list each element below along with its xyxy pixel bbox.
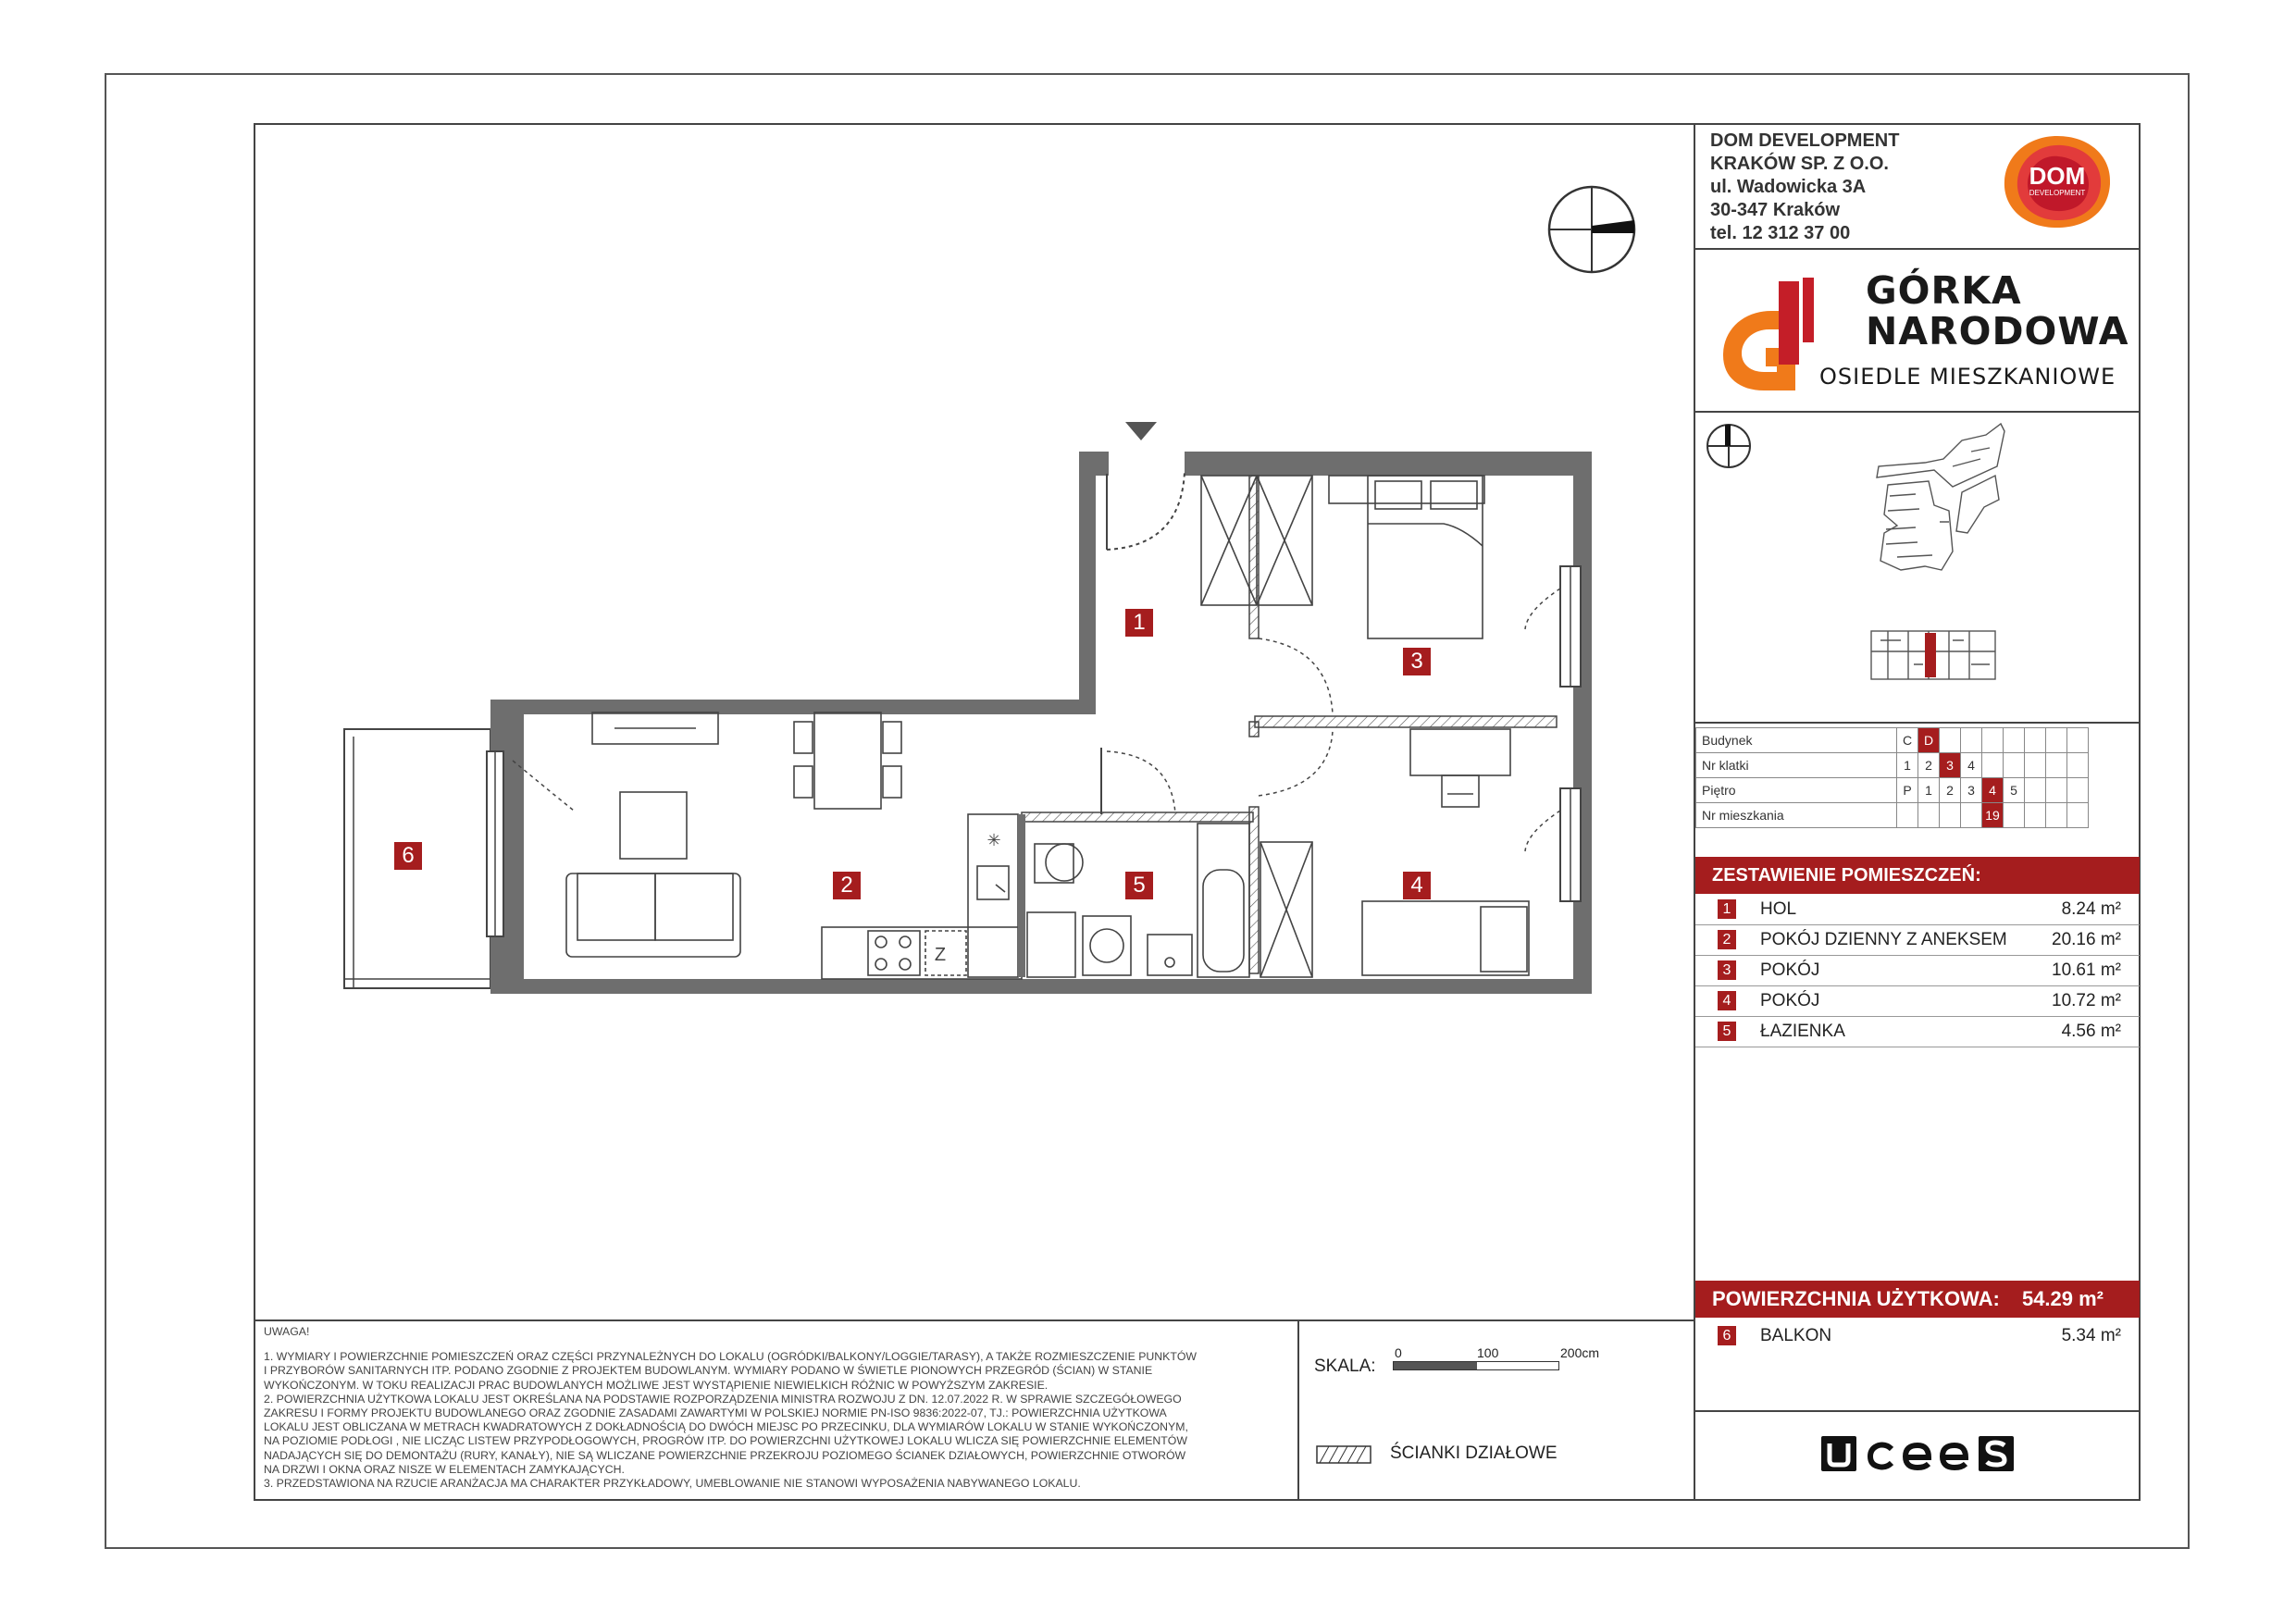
selector-cell (2067, 803, 2089, 828)
svg-text:DOM: DOM (2029, 162, 2086, 190)
company-phone: tel. 12 312 37 00 (1710, 223, 1851, 243)
room-row (1695, 925, 2140, 956)
note-line: LOKALU JEST OBLICZANA W METRACH KWADRATOWYCH Z DOKŁADNOŚCIĄ DO DWÓCH MIEJSC PO PRZECINKU, DLA WYMIARÓW LOKALU W STANIE WYKOŃCZONYM, (264, 1420, 1188, 1434)
room-name: POKÓJ (1760, 960, 1820, 980)
stove-label: Z (934, 945, 947, 965)
selector-cell (1940, 803, 1961, 828)
company-street: ul. Wadowicka 3A (1710, 177, 1867, 197)
selector-cell (1918, 803, 1940, 828)
selector-cell (2067, 778, 2089, 803)
ucees-logo (1819, 1432, 2023, 1475)
room-name: ŁAZIENKA (1760, 1022, 1845, 1041)
notes-lines (264, 1350, 1268, 1491)
selector-cell: 2 (1918, 753, 1940, 778)
note-line: NADAJĄCYCH SIĘ DO DEMONTAŻU (RURY, KANAŁY), NIE SĄ WLICZANE POWIERZCHNIE PRZEKROJU POZIOMEGO ŚCIANEK DZIAŁOWYCH, POWIERZCHNIE OTWORÓW (264, 1448, 1186, 1462)
selector-cell (1982, 753, 2004, 778)
svg-text:✳: ✳ (987, 831, 1001, 850)
selector-cell: 4 (1961, 753, 1982, 778)
room-name: POKÓJ DZIENNY Z ANEKSEM (1760, 930, 2007, 949)
dom-development-logo (1999, 132, 2116, 232)
company-city: 30-347 Kraków (1710, 200, 1841, 220)
svg-text:DEVELOPMENT: DEVELOPMENT (2029, 189, 2086, 197)
room-number: 3 (1718, 960, 1736, 980)
selector-cell (2025, 803, 2046, 828)
room-area: 20.16 m² (2052, 930, 2121, 949)
selector-cell (2067, 753, 2089, 778)
selector-cell (2046, 803, 2067, 828)
selector-cell (1940, 728, 1961, 753)
partition-wall-legend: ŚCIANKI DZIAŁOWE (1390, 1443, 1558, 1463)
total-area-bar (1695, 1281, 2140, 1318)
selector-cell: 4 (1982, 778, 2004, 803)
room-area: 8.24 m² (2061, 899, 2121, 919)
project-subtitle: OSIEDLE MIESZKANIOWE (1819, 364, 2116, 390)
rooms-summary-header: ZESTAWIENIE POMIESZCZEŃ: (1695, 857, 2140, 894)
room-number: 4 (1718, 991, 1736, 1010)
project-title-line-2: NARODOWA (1866, 309, 2129, 353)
selector-row-label: Nr mieszkania (1696, 803, 1897, 828)
selector-cell: 5 (2004, 778, 2025, 803)
room-number: 2 (1718, 930, 1736, 949)
selector-cell (2025, 753, 2046, 778)
selector-cell (2067, 728, 2089, 753)
selector-cell: 19 (1982, 803, 2004, 828)
balcony-name: BALKON (1760, 1326, 1832, 1345)
scale-tick-200: 200cm (1560, 1345, 1600, 1360)
room-row (1695, 895, 2140, 925)
room-marker-2: 2 (833, 872, 861, 899)
company-address (1710, 130, 1899, 245)
selector-cell (2004, 803, 2025, 828)
note-line: 3. PRZEDSTAWIONA NA RZUCIE ARANŻACJA MA CHARAKTER PRZYKŁADOWY, UMEBLOWANIE NIE STANOWI WYPOSAŻENIA NABYWANEGO LOKALU. (264, 1477, 1081, 1491)
room-marker-6: 6 (394, 842, 422, 870)
room-marker-4: 4 (1403, 872, 1431, 899)
balcony-area: 5.34 m² (2061, 1326, 2121, 1345)
selector-cell: 3 (1961, 778, 1982, 803)
room-row (1695, 986, 2140, 1017)
room-name: POKÓJ (1760, 991, 1820, 1010)
selector-cell: P (1897, 778, 1918, 803)
selector-cell: 1 (1897, 753, 1918, 778)
selector-cell (2025, 728, 2046, 753)
selector-cell: 2 (1940, 778, 1961, 803)
scale-label: SKALA: (1314, 1357, 1376, 1376)
room-row (1695, 1017, 2140, 1047)
company-name: DOM DEVELOPMENT (1710, 130, 1900, 151)
balcony-row (1695, 1321, 2140, 1351)
note-line: 2. POWIERZCHNIA UŻYTKOWA LOKALU JEST OKREŚLANA NA PODSTAWIE ROZPORZĄDZENIA MINISTRA ROZWOJU Z DN. 12.07.2022 R. W SPRAWIE SZCZEGÓŁOWEGO (264, 1392, 1182, 1406)
scale-tick-0: 0 (1395, 1345, 1402, 1360)
floor-plan (333, 416, 1610, 999)
selector-cell (1982, 728, 2004, 753)
note-line: WYKOŃCZONYM. W TOKU REALIZACJI PRAC BUDOWLANYCH MOŻLIWE JEST WYSTĄPIENIE NIEWIELKICH RÓŻNIC W POWYŻSZYM ZAKRESIE. (264, 1378, 1049, 1392)
room-area: 10.61 m² (2052, 960, 2121, 980)
total-area-value: 54.29 m² (2021, 1287, 2104, 1310)
company-name-2: KRAKÓW SP. Z O.O. (1710, 154, 1889, 174)
scale-bar (1393, 1361, 1559, 1370)
selector-cell (1961, 728, 1982, 753)
gorka-narodowa-logo-mark (1718, 274, 1829, 394)
scale-tick-100: 100 (1477, 1345, 1499, 1360)
selector-cell (2025, 778, 2046, 803)
note-line: NA DRZWI I OKNA ORAZ NISZE W ELEMENTACH ZAMYKAJĄCYCH. (264, 1462, 625, 1476)
selector-row (1696, 728, 2089, 753)
room-name: HOL (1760, 899, 1797, 919)
selector-cell (2046, 778, 2067, 803)
selector-cell: D (1918, 728, 1940, 753)
room-area: 4.56 m² (2061, 1022, 2121, 1041)
compass-small-icon (1705, 422, 1753, 470)
selector-cell: C (1897, 728, 1918, 753)
selector-cell (1961, 803, 1982, 828)
unit-selector-table (1695, 727, 2089, 828)
project-title-line-1: GÓRKA (1866, 268, 2022, 313)
floor-plan-drawing (333, 416, 1610, 999)
selector-row (1696, 778, 2089, 803)
partition-wall-swatch (1316, 1445, 1371, 1464)
note-line: NA POZIOMIE PODŁOGI , NIE LICZĄC LISTEW PRZYPODŁOGOWYCH, PROGRÓW ITP. DO POWIERZCHNI UŻYTKOWEJ LOKALU WLICZA SIĘ POWIERZCHNIE ELEMENTÓW (264, 1434, 1187, 1448)
selector-row (1696, 803, 2089, 828)
selector-cell (2046, 728, 2067, 753)
selector-cell (1897, 803, 1918, 828)
selector-cell (2046, 753, 2067, 778)
room-marker-1: 1 (1125, 609, 1153, 637)
selector-cell (2004, 753, 2025, 778)
note-line: 1. WYMIARY I POWIERZCHNIE POMIESZCZEŃ ORAZ CZĘŚCI PRZYNALEŻNYCH DO LOKALU (OGRÓDKI/BALKONY/LOGGIE/TARASY), A TAKŻE ROZMIESZCZENIE PUNKTÓW (264, 1350, 1198, 1364)
room-marker-5: 5 (1125, 872, 1153, 899)
selector-row-label: Piętro (1696, 778, 1897, 803)
room-row (1695, 956, 2140, 986)
selector-row-label: Budynek (1696, 728, 1897, 753)
note-line: I PRZYBORÓW SANITARNYCH ITP. PODANO ZGODNIE Z PROJEKTEM BUDOWLANYM. WYMIARY PODANO W ŚWIETLE PIONOWYCH PRZEGRÓD (ŚCIAN) W STANIE (264, 1364, 1153, 1378)
room-area: 10.72 m² (2052, 991, 2121, 1010)
selector-row (1696, 753, 2089, 778)
balcony-number: 6 (1718, 1326, 1736, 1345)
room-number: 5 (1718, 1022, 1736, 1041)
selector-row-label: Nr klatki (1696, 753, 1897, 778)
room-marker-3: 3 (1403, 648, 1431, 675)
notes-heading: UWAGA! (264, 1325, 310, 1338)
room-number: 1 (1718, 899, 1736, 919)
selector-cell: 3 (1940, 753, 1961, 778)
notes-block (264, 1325, 1268, 1491)
note-line: ZAKRESU I FORMY PROJEKTU BUDOWLANEGO ORAZ ZGODNIE ZASADAMI ZAWARTYMI W POLSKIEJ NORMIE PN-ISO 9836:2022-07, TJ.: POWIERZCHNIA UŻYTKOWA (264, 1406, 1167, 1420)
unit-selector-grid (1695, 727, 2089, 828)
selector-cell: 1 (1918, 778, 1940, 803)
total-area-label: POWIERZCHNIA UŻYTKOWA: (1712, 1287, 2000, 1310)
selector-cell (2004, 728, 2025, 753)
site-plan-icon (1860, 422, 2027, 690)
north-arrow-icon (1545, 183, 1638, 276)
